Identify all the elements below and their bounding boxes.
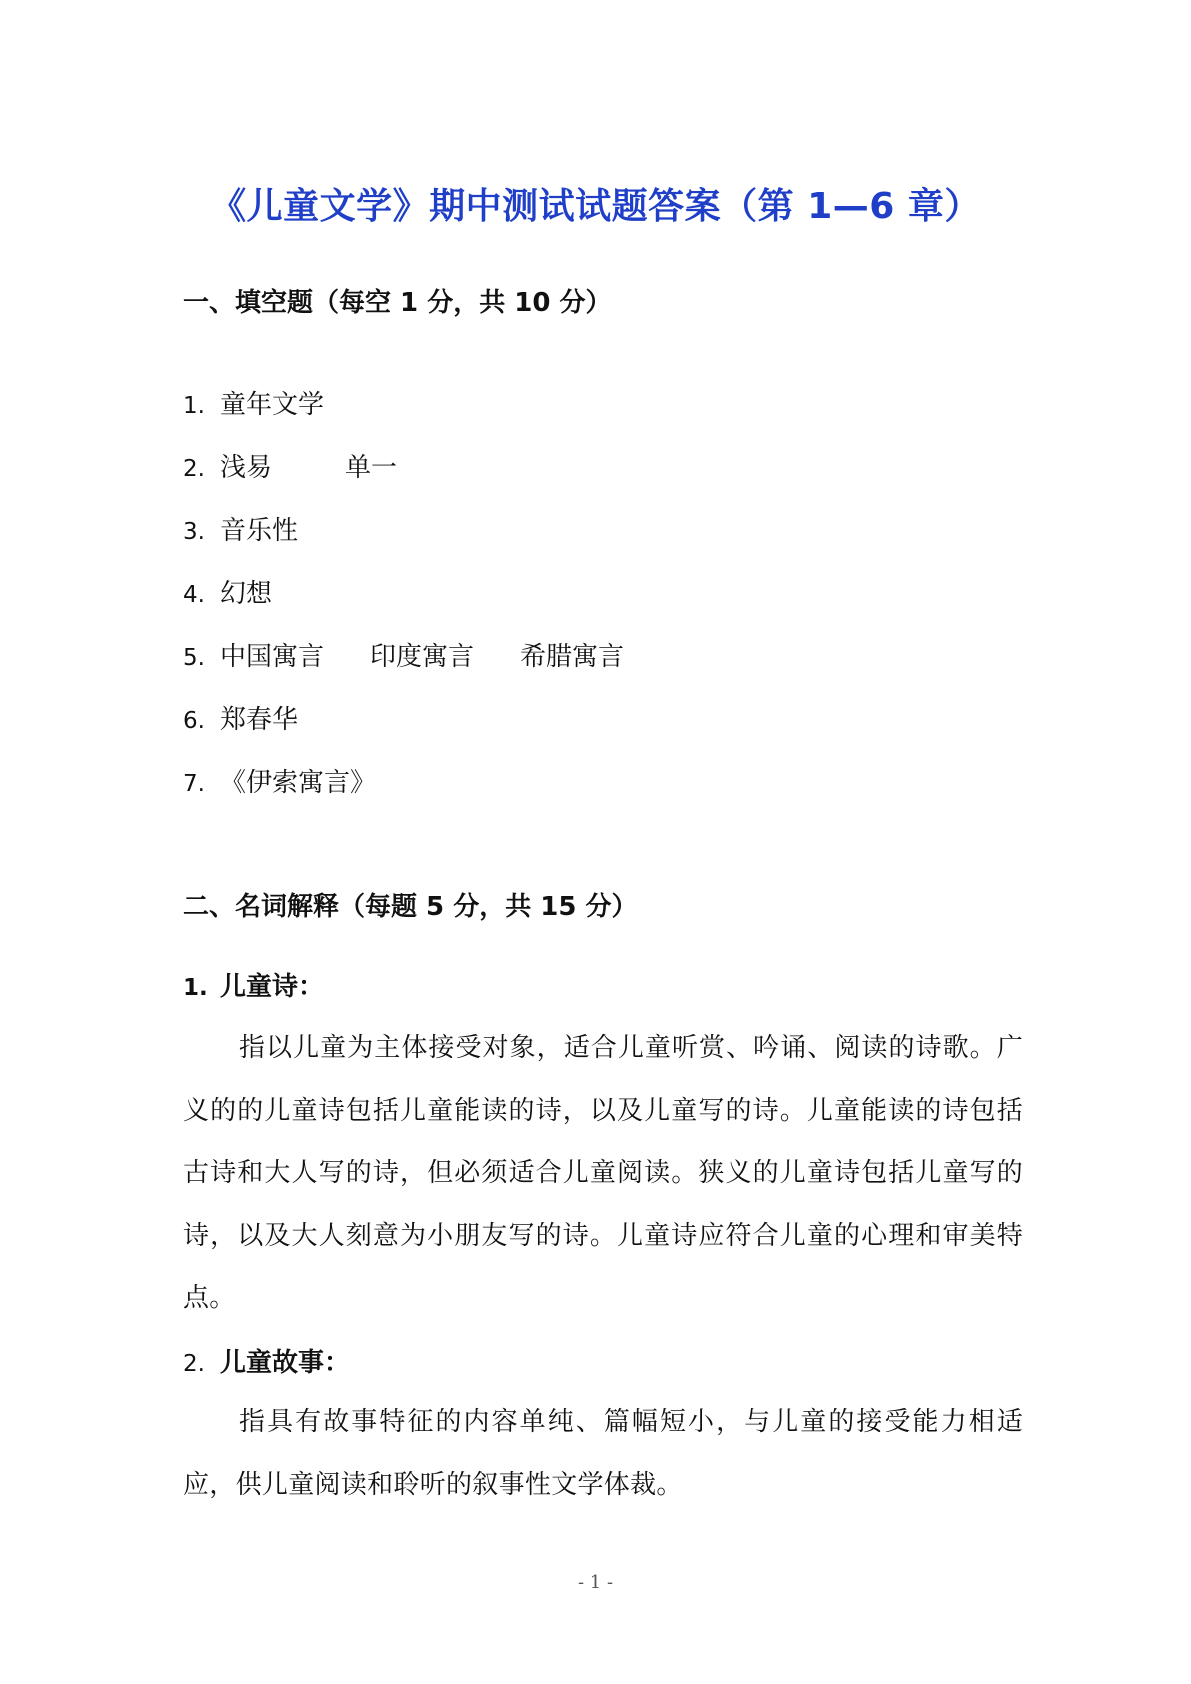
answer-text: 郑春华 [220,705,299,735]
item-number: 6. [183,708,205,734]
term-definition: 指以儿童为主体接受对象，适合儿童听赏、吟诵、阅读的诗歌。广义的的儿童诗包括儿童能读的诗，以及儿童写的诗。儿童能读的诗包括古诗和大人写的诗，但必须适合儿童阅读。狭义的儿童诗包括儿童写的诗，以及大人刻意为小朋友写的诗。儿童诗应符合儿童的心理和审美特点。 [183,1033,1023,1313]
section-heading-fill-in: 一、填空题（每空 1 分，共 10 分） [183,288,612,318]
fill-answer-item [183,447,397,481]
item-number: 2. [183,456,205,482]
fill-answer-item [183,636,624,670]
item-number: 5. [183,645,205,671]
fill-answer-item [183,384,324,418]
fill-answer-item [183,573,272,607]
term-heading [183,1342,350,1379]
answer-text: 童年文学 [220,390,325,420]
answer-text: 音乐性 [220,516,299,546]
section-heading-term-definitions: 二、名词解释（每题 5 分，共 15 分） [183,892,638,922]
answer-text: 《伊索寓言》 [220,768,377,798]
item-number: 7. [183,771,205,797]
item-number: 3. [183,519,205,545]
answer-text: 中国寓言 [220,642,325,672]
answer-text: 单一 [345,453,398,483]
fill-answer-item [183,510,298,544]
item-number: 4. [183,582,205,608]
fill-answer-item [183,699,298,733]
answer-text: 幻想 [220,579,273,609]
answer-text: 印度寓言 [370,642,475,672]
term-number: 2. [183,1351,205,1377]
fill-answer-item [183,762,376,796]
term-name: 儿童故事： [220,1348,351,1378]
term-heading [183,966,324,1003]
item-number: 1. [183,393,205,419]
document-title: 《儿童文学》期中测试试题答案（第 1—6 章） [210,186,981,227]
answer-text: 希腊寓言 [520,642,625,672]
page-number: - 1 - [577,1572,614,1593]
answer-text: 浅易 [220,453,273,483]
term-number: 1. [183,975,208,1001]
term-definition: 指具有故事特征的内容单纯、篇幅短小，与儿童的接受能力相适应，供儿童阅读和聆听的叙事性文学体裁。 [183,1407,1023,1500]
term-name: 儿童诗： [220,972,325,1002]
